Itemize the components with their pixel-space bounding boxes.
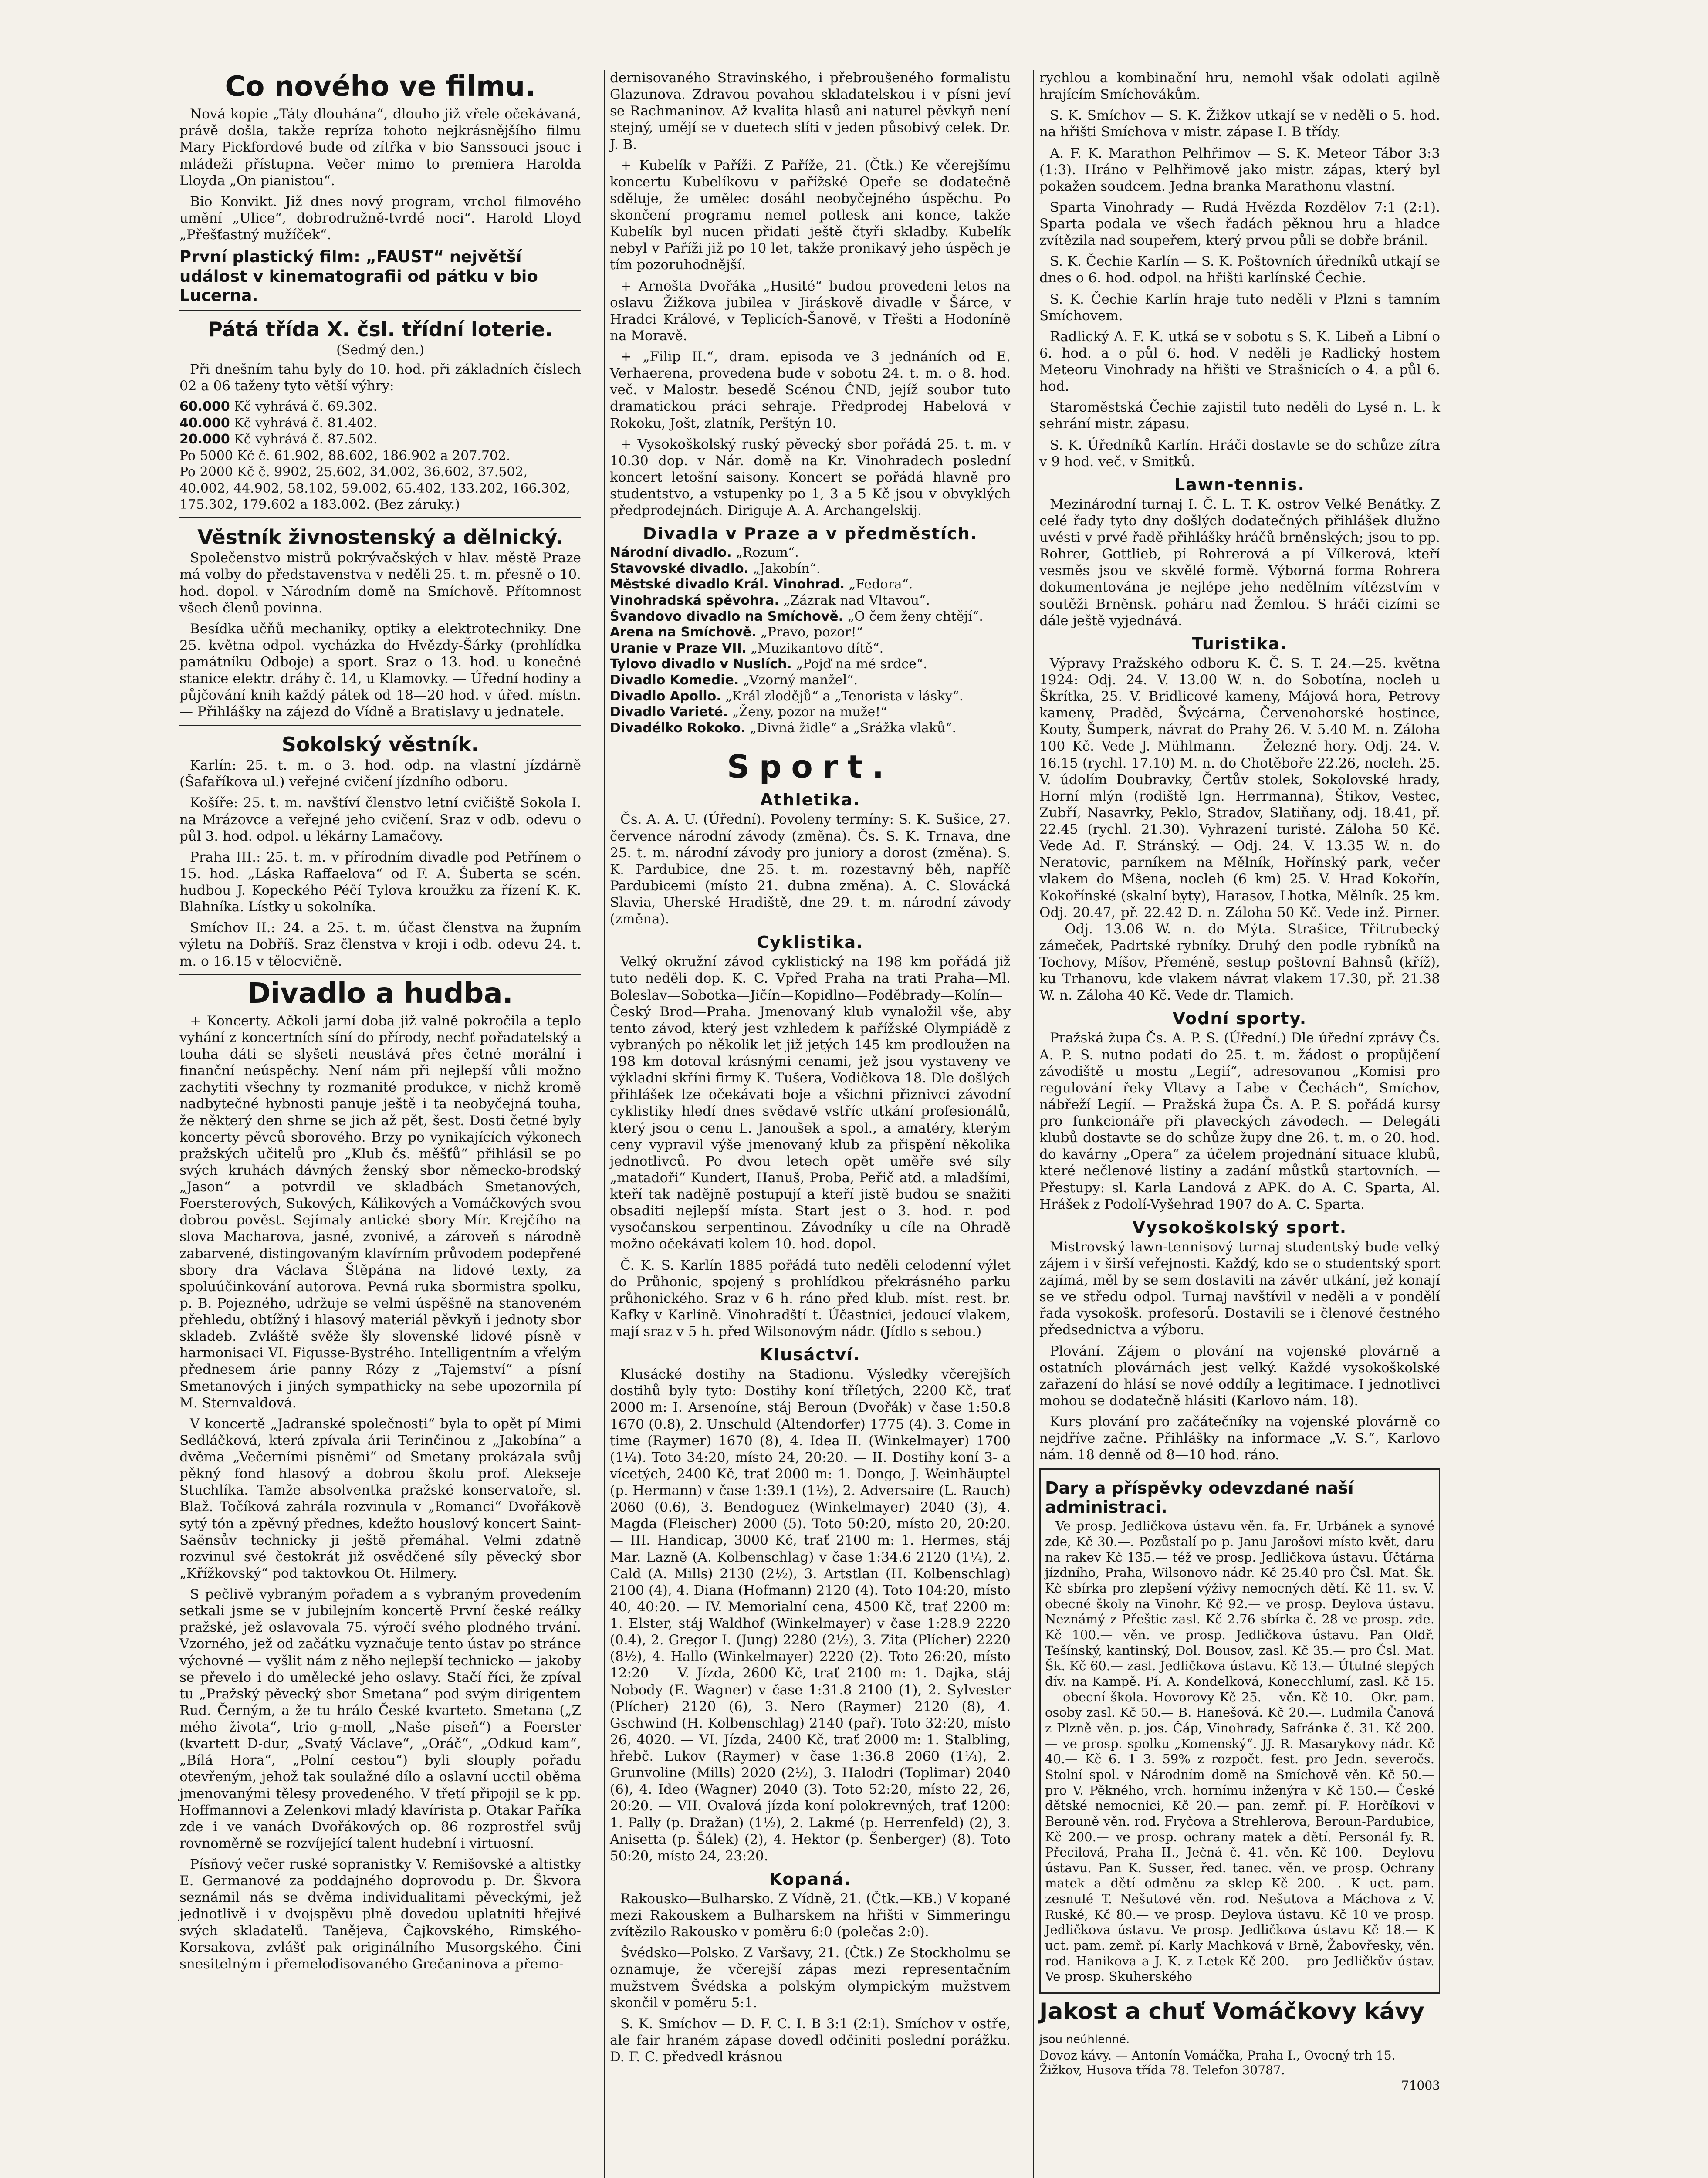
theatre-paragraph: Písňový večer ruské sopranistky V. Remišovské a altistky E. Germanové za poddajného doprovodu p. Dr. Škvora seznámil nás se dvěma individualitami pěveckými, jež jednotlivě i v dvojspěvu plně dovedou uplatniti hřejivé svých skladatelů. Tanějeva, Čajkovského, Rimského-Korsakova, zvlášť pak originálního Musorgského. Čini snesitelným i přemelodisovaného Grečaninova a přemo- <box>179 1857 581 1972</box>
theatre-paragraph: + Koncerty. Ačkoli jarní doba již valně pokročila a teplo vyhání z koncertních síní do přírody, nechť pořadatelský a touha dáti se slyšeti neustává přes četné morální i finanční neúspěchy. Není nám při nejlepší vůli možno zachytiti všechny ty rozmanité produkce, v nichž kromě nadbytečné hybnosti panuje ještě i ta neobyčejná touha, že některý den shrne se jich až pět, šest. Dosti četné byly koncerty pěvců sborového. Brzy po vynikajících výkonech pražských učitelů pro „Klub čs. měšťů“ přihlásil se po svých kruhách dávných ženský sbor německo-brodský „Jason“ a potvrdil ve skladbách Smetanových, Foersterových, Sukových, Kálikových a Vomáčkových svou dobrou pověst. Sejímaly antické sbory Mír. Krejčího na slova Macharova, jasné, zvonivé, a zároveň s národně zabarvené, distingovaným klavírním průvodem podepřené sbory dra Václava Štěpána na lidové texty, za spoluúčinkování autorova. Pevná ruka sbormistra spolku, p. B. Pojezného, udržuje se velmi úspěšně na stanoveném přehledu, obtížný i hlasový materiál pěvkyň i jednoty sbor skladeb. Zvláště svěže šly slovenské lidové písně v harmonisaci VI. Figusse-Bystrého. Intelligentním a vřelým přednesem árie panny Rózy z „Tajemství“ a písní Smetanových i jiných sympathicky na sebe upozornila pí M. Sternvaldová. <box>179 1013 581 1411</box>
theatre-item: Divadlo Apollo. „Král zlodějů“ a „Tenorista v lásky“. <box>610 688 964 704</box>
film-paragraph: Bio Konvikt. Již dnes nový program, vrchol filmového umění „Ulice“, dobrodružně-tvrdé noci“. Harold Lloyd „Přešťastný mužíček“. <box>179 193 581 243</box>
film-section-title: Co nového ve filmu. <box>225 71 536 103</box>
sport-section-title: Sport. <box>727 748 894 785</box>
football-paragraph: S. K. Úředníků Karlín. Hráči dostavte se do schůze zítra v 9 hod. več. v Smitků. <box>1039 437 1440 470</box>
dvorak-paragraph: + Arnošta Dvořáka „Husité“ budou provedeni letos na oslavu Žižkova jubilea v Jiráskově divadle v Šárce, v Hradci Králové, v Teplicích-Šanově, v Třešti a Hodoníně na Moravě. <box>610 278 1011 344</box>
newspaper-page <box>174 70 1446 2178</box>
coffee-ad-code: 71003 <box>1401 2078 1440 2093</box>
theatre-music-title: Divadlo a hudba. <box>247 977 513 1010</box>
trade-paragraph: Společenstvo mistrů pokrývačských v hlav. městě Praze má volby do představenstva v neděli 25. t. m. přesně o 10. hod. dopol. v Národním domě na Smíchově. Přítomnost všech členů povinna. <box>179 550 581 616</box>
tennis-paragraph: Mezinárodní turnaj I. Č. L. T. K. ostrov Velké Benátky. Z celé řady tyto dny došlých dodatečných přihlášek dlužno uvésti v prvé řadě přihlášky hráčů brněnských; jsou to pp. Rohrer, Gottlieb, pí Rohrerová a pí Vílkerová, kteří vesměs jsou ve skvělé formě. Výborná forma Rohrera dokumentována je nejlépe jeho nedělním vítězstvím v soutěži Brněnsk. poháru nad Žemlou. S hráči cizími se dále ještě vyjednává. <box>1039 496 1440 629</box>
trotting-heading: Klusáctví. <box>760 1345 861 1365</box>
theatre-paragraph: S pečlivě vybraným pořadem a s vybraným provedením setkali jsme se v jubilejním koncertě První české reálky pražské, jež oslavovala 75. výročí svého plodného trvání. Vzorného, jež od začátku vyznačuje tento ústav po stránce výchovné — vyšlit nám z něho nejlepší technicko — jakoby se převelo i do umělecké jeho oslavy. Stačí říci, že zpíval tu „Pražský pěvecký sbor Smetana“ pod svým dirigentem Rud. Černým, a že tu hrálo České kvarteto. Smetana („Z mého života“, trio g-moll, „Naše píseň“) a Foerster (kvartett D-dur, „Svatý Václave“, „Oráč“, „Odkud kam“, „Bílá Hora“, „Polní cestou“) byli slouply pořadu otevřeným, jehož tak soulažné dílo a oslavní ucctil oběma jmenovanými tělesy provedeného. V třetí připojil se k pp. Hoffmannovi a Zelenkovi mladý klavírista p. Otakar Paříka zde i ve vanách Dvořákových op. 86 rozprostřel svůj rovnoměrně se rozvíjející talent hudební i virtuosní. <box>179 1586 581 1851</box>
athletics-heading: Athletika. <box>760 790 860 810</box>
sokol-paragraph: Praha III.: 25. t. m. v přírodním divadle pod Petřínem o 15. hod. „Láska Raffaelova“ od F. A. Šuberta se scén. hudbou J. Kopeckého Péčí Tylova kroužku za řízení K. K. Blahníka. Lístky u sokolníka. <box>179 849 581 915</box>
tourism-paragraph: Výpravy Pražského odboru K. Č. S. T. 24.—25. května 1924: Odj. 24. V. 13.00 W. n. do Sobotína, nocleh u Škrítka, 25. V. Bridlicové kameny, Májová hora, Petrovy kameny, Praděd, Švýcárna, Červenohorské hostince, Kouty, Šumperk, návrat do Prahy 26. V. 5.40 M. n. Záloha 100 Kč. Vede J. Mühlmann. — Železné hory. Odj. 24. V. 16.15 (rychl. 17.10) M. n. do Chotěboře 22.26, nocleh. 25. V. údolím Doubravky, Čertův stolek, Sokolovské hrady, Horní mlýn (rodiště Ign. Herrmanna), Štikov, Vestec, Zubří, Nasavrky, Peklo, Stradov, Slatiňany, odj. 18.41, př. 22.45 (rychl. 21.30). Vyhrazení turisté. Záloha 50 Kč. Vede Ad. F. Stránský. — Odj. 24. V. 13.35 W. n. do Neratovic, parníkem na Mělník, Hořínský park, večer vlakem do Mšena, nocleh (6 km) 25. V. Hrad Kokořín, Kokořínské (skalní byty), Harasov, Lhotka, Mělník. 25 km. Odj. 20.47, př. 22.42 D. n. Záloha 50 Kč. Vede inž. Pirner. — Odj. 13.06 W. n. do Mýta. Strašice, Třitrubecký zámeček, Padrtské rybníky. Druhý den podle rybníků na Tochovy, Míšov, Přeméně, sestup poštovní Bahnsů (kříž), ku Trhanovu, kde vlakem návrat vlakem 17.30, př. 21.38 W. n. Záloha 40 Kč. Vede dr. Tlamich. <box>1039 655 1440 1004</box>
filip-paragraph: + „Filip II.“, dram. episoda ve 3 jednáních od E. Verhaerena, provedena bude v sobotu 24. t. m. o 8. hod. več. v Malostr. besedě Scénou ČND, jejíž soubor tuto dramatickou práci sehraje. Předprodej Habelová v Rokoku, Jošt, zlatník, Perštýn 10. <box>610 349 1011 431</box>
prize-item: Po 2000 Kč č. 9902, 25.602, 34.002, 36.602, 37.502, 40.002, 44.902, 58.102, 59.002, 65.402, 133.202, 166.302, 175.302, 179.602 a 183.002. (Bez záruky.) <box>179 464 570 513</box>
lottery-subtitle: (Sedmý den.) <box>336 342 424 358</box>
theatres-list <box>610 545 1011 736</box>
football-continuation: rychlou a kombinační hru, nemohl však odolati agilně hrajícím Smíchovákům. <box>1039 70 1440 103</box>
theatres-heading: Divadla v Praze a v předměstích. <box>643 524 978 544</box>
sokol-paragraph: Košíře: 25. t. m. navštíví členstvo letní cvičiště Sokola I. na Mrázovce a veřejné jeho cvičení. Sraz v odb. odevu o půl 3. hod. odpol. u lékárny Lamačovy. <box>179 795 581 844</box>
football-paragraph: Rakousko—Bulharsko. Z Vídně, 21. (Čtk.—KB.) V kopané mezi Rakouskem a Bulharskem na hřišti v Simmeringu zvítězilo Rakousko v poměru 6:0 (polečas 2:0). <box>610 1891 1011 1940</box>
university-sport-paragraph: Kurs plování pro začátečníky na vojenské plovárně co nejdříve začne. Přihlášky na informace „V. S.“, Karlovo nám. 18 denně od 8—10 hod. ráno. <box>1039 1414 1440 1463</box>
sokol-paragraph: Smíchov II.: 24. a 25. t. m. účast členstva na župním výletu na Dobříš. Sraz členstva v kroji i odb. odevu 24. t. m. o 16.15 v tělocvičně. <box>179 920 581 969</box>
faust-ad: První plastický film: „FAUST“ největší událost v kinematografii od pátku v bio Lucerna. <box>179 247 538 305</box>
trade-title: Věstník živnostenský a dělnický. <box>197 525 563 549</box>
water-sports-paragraph: Pražská župa Čs. A. P. S. (Úřední.) Dle úřední zprávy Čs. A. P. S. nutno podati do 25. t. m. žádost o propůjčení závodiště u mostu „Legií“, adresovanou „Komisi pro regulování řeky Vltavy a Labe v Čechách“, Smíchov, nábřeží Legií. — Pražská župa Čs. A. P. S. pořádá kursy pro funkcionáře při plaveckých závodech. — Delegáti klubů dostavte se do schůze župy dne 26. t. m. o 20. hod. do kavárny „Opera“ za účelem projednání situace klubů, které nečlenové listiny a zadání můstků startovních. — Přestupy: sl. Karla Landová z APK. do A. C. Sparta, Al. Hrášek z Podolí-Vyšehrad 1907 do A. C. Sparta. <box>1039 1030 1440 1212</box>
prize-item: 20.000 Kč vyhrává č. 87.502. <box>179 432 378 447</box>
football-paragraph: Staroměstská Čechie zajistil tuto neděli do Lysé n. L. k sehrání mistr. zápasu. <box>1039 399 1440 432</box>
football-paragraph: S. K. Čechie Karlín — S. K. Poštovních úředníků utkají se dnes o 6. hod. odpol. na hřišti karlínské Čechie. <box>1039 254 1440 286</box>
gifts-paragraph: Ve prosp. Jedličkova ústavu věn. fa. Fr. Urbánek a synové zde, Kč 30.—. Pozůstalí po p. Janu Jarošovi místo květ, daru na rakev Kč 135.— též ve prosp. Jedličkova ústavu. Účtárna jízdního, Praha, Wilsonovo nádr. Kč 25.40 pro Čsl. Mat. Šk. Kč sbírka pro zlepšení výživy nemocných dětí. Kč 11. sv. V. obecné školy na Vinohr. Kč 92.— ve prosp. Deylova ústavu. Neznámý z Přeštic zasl. Kč 2.76 sbírka č. 28 ve prosp. zde. Kč 100.— věn. ve prosp. Jedličkova ústavu. Pan Oldř. Tešínský, kantinský, Dol. Bousov, zasl. Kč 35.— pro Čsl. Mat. Šk. Kč 60.— zasl. Jedličkova ústavu. Kč 13.— Útulné slepých dív. na Kampě. Pí. A. Kondelková, Konecchlumí, zasl. Kč 15.— obecní škola. Hovorovy Kč 25.— věn. Kč 10.— Okr. pam. osoby zasl. Kč 50.— B. Hanešová. Kč 20.—. Ludmila Čanová z Plzně věn. p. jos. Čáp, Vinohrady, Safránka č. 31. Kč 200.— ve prosp. spolku „Komenský“. JJ. R. Masarykovy nádr. Kč 40.— Kč 6. 1 3. 59% z rozpočt. fest. pro Jedn. severočs. Stolní spol. v Národním domě na Smíchově věn. Kč 50.— pro V. Pěkného, vrch. hornímu inženýra v Kč 150.— České dětské nemocnici, Kč 20.— pan. zemř. pí. F. Horčíkovi v Berouně věn. rod. Fryčova a Strehlerova, Beroun-Pardubice, Kč 200.— ve prosp. ochrany matek a dětí. Personál fy. R. Přecilová, Praha II., Ječná č. 41. věn. Kč 100.— Deylovu ústavu. Pan K. Susser, řed. tanec. věn. ve prosp. Ochrany matek a dětí odměnu za sklep Kč 200.—. K uct. pam. zesnulé T. Nešutové věn. rod. Nešutova a Máchova z V. Ruské, Kč 80.— ve prosp. Deylova ústavu. Kč 10 ve prosp. Jedličkova ústavu. Ve prosp. Jedličkova ústavu Kč 18.— K uct. pam. zemř. pí. Karly Machková v Brně, Žabovřesky, věn. rod. Hanikova a J. K. z Letek Kč 200.— pro Jedličkův ústav. Ve prosp. Skuherského <box>1045 1519 1434 1984</box>
coffee-ad-address: Dovoz kávy. — Antonín Vomáčka, Praha I., Ovocný trh 15. Žižkov, Husova třída 78. Telefon 30787. <box>1039 2048 1396 2077</box>
theatre-item: Městské divadlo Král. Vinohrad. „Fedora“. <box>610 577 913 592</box>
column-2 <box>604 70 1016 2178</box>
choir-paragraph: + Vysokoškolský ruský pěvecký sbor pořádá 25. t. m. v 10.30 dop. v Nár. domě na Kr. Vinohradech poslední koncert letošní saisony. Koncert se pořádá hlavně pro studentstvo, a vstupenky po 1, 3 a 5 Kč jsou v obvyklých předprodejnách. Diriguje A. A. Archangelskij. <box>610 436 1011 519</box>
divider <box>179 974 581 975</box>
divider <box>179 310 581 311</box>
theatre-item: Divadélko Rokoko. „Divná židle“ a „Srážka vlaků“. <box>610 720 957 736</box>
lottery-prizes <box>179 399 581 513</box>
sokol-title: Sokolský věstník. <box>281 732 479 756</box>
theatre-item: Arena na Smíchově. „Pravo, pozor!“ <box>610 625 863 640</box>
football-heading: Kopaná. <box>769 1869 852 1889</box>
water-sports-heading: Vodní sporty. <box>1172 1009 1307 1028</box>
divider <box>179 517 581 518</box>
football-paragraph: S. K. Smíchov — S. K. Žižkov utkají se v neděli o 5. hod. na hřišti Smíchova v mistr. zápase I. B třídy. <box>1039 108 1440 140</box>
theatre-item: Divadlo Varieté. „Ženy, pozor na muže!“ <box>610 704 887 720</box>
football-paragraph: Sparta Vinohrady — Rudá Hvězda Rozdělov 7:1 (2:1). Sparta podala ve všech řadách pěknou hru a hladce zvítězila nad soupeřem, který prvou půli se dobře bránil. <box>1039 199 1440 249</box>
gifts-heading: Dary a příspěvky odevzdané naší administraci. <box>1045 1478 1354 1517</box>
theatre-paragraph: V koncertě „Jadranské společnosti“ byla to opět pí Mimi Sedláčková, která zpívala árii Terinčinou z „Jakobína“ a dvěma „Večerními písněmi“ od Smetany prokázala svůj pěkný fond hlasový a dobrou školu prof. Alekseje Stuchlíka. Tamže absolventka pražské konservatoře, sl. Blaž. Točíková zahrála rozvinula v „Romanci“ Dvořákově sytý tón a zpěvný přednes, kdežto houslový koncert Saint-Saënsův technicky ji ještě přemáhal. Velmi zdatně rozvinul své čestokrát již osvědčené síly pěvecký sbor „Křížkovský“ pod taktovkou Ot. Hilmery. <box>179 1416 581 1581</box>
article-continuation: dernisovaného Stravinského, i přebroušeného formalistu Glazunova. Zdravou povahou skladatelskou i v písni jeví se Rachmaninov. Až kvalita hlasů ani naturel pěvkyň není stejný, umějí se v duetech slíti v jeden působivý celek. Dr. J. B. <box>610 70 1011 152</box>
football-paragraph: Švédsko—Polsko. Z Varšavy, 21. (Čtk.) Ze Stockholmu se oznamuje, že včerejší zápas mezi representačním mužstvem Švédska a polským olympickým mužstvem skončil v poměru 5:1. <box>610 1945 1011 2011</box>
divider <box>179 725 581 726</box>
trotting-paragraph: Klusácké dostihy na Stadionu. Výsledky včerejších dostihů byly tyto: Dostihy koní tříletých, 2200 Kč, trať 2000 m: I. Arsenoíne, stáj Beroun (Dvořák) v čase 1:50.8 1670 (0.8), 2. Unschuld (Altendorfer) 1775 (4). 3. Come in time (Raymer) 1670 (8), 4. Idea II. (Winkelmayer) 1700 (1¼). Toto 34:20, místo 24, 20:20. — II. Dostihy koní 3- a vícetých, 2400 Kč, trať 2000 m: 1. Dongo, J. Weinhäuptel (p. Hermann) v čase 1:39.1 (1½), 2. Adversaire (L. Rauch) 2060 (0.6), 3. Bendoguez (Winkelmayer) 2040 (3), 4. Magda (Fleischer) 2000 (5). Toto 50:20, místo 20, 20:20. — III. Handicap, 3000 Kč, trať 2100 m: 1. Hermes, stáj Mar. Lazně (A. Kolbenschlag) v čase 1:34.6 2120 (1¼), 2. Cald (A. Mills) 2130 (2½), 3. Artstlan (H. Kolbenschlag) 2100 (4), 4. Diana (Hofmann) 2120 (4). Toto 104:20, místo 40, 40:20. — IV. Memorialní cena, 4500 Kč, trať 2200 m: 1. Elster, stáj Waldhof (Winkelmayer) v čase 1:28.9 2220 (0.4), 2. Gregor I. (Jung) 2280 (2½), 3. Zita (Plícher) 2220 (8½), 4. Hallo (Winkelmayer) 2220 (2). Toto 26:20, místo 12:20 — V. Jízda, 2600 Kč, trať 2100 m: 1. Dajka, stáj Nobody (E. Wagner) v čase 1:31.8 2100 (1), 2. Sylvester (Plícher) 2120 (6), 3. Nero (Raymer) 2120 (8), 4. Gschwind (H. Kolbenschlag) 2140 (pař). Toto 32:20, místo 26, 4020. — VI. Jízda, 2400 Kč, trať 2000 m: 1. Stalbling, hřebč. Lukov (Raymer) v čase 1:36.8 2060 (1¼), 2. Grunvoline (Mills) 2020 (2½), 3. Halodri (Toplimar) 2040 (6), 4. Ideo (Wagner) 2040 (3). Toto 52:20, místo 22, 26, 20:20. — VII. Ovalová jízda koní polokrevných, trať 1200: 1. Pally (p. Dražan) (1½), 2. Lakmé (p. Herrenfeld) (2), 3. Anisetta (p. Šálek) (2), 4. Hektor (p. Šenberger) (8). Toto 50:20, místo 24, 23:20. <box>610 1366 1011 1864</box>
theatre-item: Vinohradská spěvohra. „Zázrak nad Vltavou“. <box>610 593 930 609</box>
lottery-intro: Při dnešním tahu byly do 10. hod. při základních číslech 02 a 06 taženy tyto větší výhry: <box>179 361 581 394</box>
football-paragraph: Radlický A. F. K. utká se v sobotu s S. K. Libeň a Libní o 6. hod. a o půl 6. hod. V neděli je Radlický hostem Meteoru Vinohrady na hřišti ve Strašnicích o 4. a půl 6. hod. <box>1039 328 1440 395</box>
kubelik-paragraph: + Kubelík v Paříži. Z Paříže, 21. (Čtk.) Ke včerejšímu koncertu Kubelíkovu v pařížské Opeře se dodatečně sděluje, že umělec dosáhl neobyčejného úspěchu. Po skončení programu nemel potlesk ani konce, takže Kubelík byl nucen přidati ještě čtyři skladby. Kubelík nebyl v Paříži již po 10 let, takže pronikavý jeho úspěch je tím pozoruhodnější. <box>610 157 1011 273</box>
theatre-item: Stavovské divadlo. „Jakobín“. <box>610 561 821 576</box>
theatre-item: Divadlo Komedie. „Vzorný manžel“. <box>610 673 858 688</box>
tourism-heading: Turistika. <box>1192 634 1288 653</box>
university-sport-paragraph: Mistrovský lawn-tennisový turnaj studentský bude velký zájem i v širší veřejnosti. Každý, kdo se o studentský sport zajímá, měl by se sem dostaviti na závěr utkání, jež konají se ve středu odpol. Turnaj navštívil v neděli a v pondělí řada vysokošk. profesorů. Dostavili se i členové čestného předsednictva a výboru. <box>1039 1239 1440 1338</box>
film-paragraph: Nová kopie „Táty dlouhána“, dlouho již vřele očekávaná, právě došla, takže repríza tohoto nejkrásnějšího filmu Mary Pickfordové bude od zítřka v bio Sanssouci jsouc i mládeži přístupna. Večer mimo to premiera Harolda Lloyda „On pianistou“. <box>179 106 581 189</box>
tennis-heading: Lawn-tennis. <box>1174 475 1305 494</box>
theatre-item: Uranie v Praze VII. „Muzikantovo dítě“. <box>610 640 884 656</box>
coffee-ad-title: Jakost a chuť Vomáčkovy kávy jsou neúhlenné. <box>1039 1999 1424 2046</box>
university-sport-paragraph: Plování. Zájem o plování na vojenské plovárně a ostatních plovárnách jest velký. Každé vysokoškolské zařazení do hlásí se nové oddíly a legitimace. I jednotlivci mohou se dodatečně hlásiti (Karlovo nám. 18). <box>1039 1343 1440 1409</box>
gifts-box <box>1039 1468 1440 1994</box>
theatre-item: Švandovo divadlo na Smíchově. „O čem ženy chtějí“. <box>610 609 983 624</box>
lottery-title: Pátá třída X. čsl. třídní loterie. <box>208 318 553 342</box>
trade-paragraph: Besídka učňů mechaniky, optiky a elektrotechniky. Dne 25. května odpol. vycházka do Hvězdy-Šárky (prohlídka památníku Odboje) a sport. Sraz o 13. hod. u konečné stanice elektr. dráhy č. 14, u Klamovky. — Úřední hodiny a půjčování knih každý pátek od 18—20 hod. v úřed. místn. — Přihlášky na zájezd do Vídně a Bratislavy u jednatele. <box>179 621 581 720</box>
theatre-item: Národní divadlo. „Rozum“. <box>610 545 799 561</box>
cycling-paragraph: Č. K. S. Karlín 1885 pořádá tuto neděli celodenní výlet do Průhonic, spojený s prohlídkou překrásného parku průhonického. Sraz v 6 h. ráno před klub. míst. rest. br. Kafky v Karlíně. Vinohradští t. Účastníci, jedoucí vlakem, mají sraz v 5 h. před Wilsonovým nádr. (Jídlo s sebou.) <box>610 1257 1011 1339</box>
column-1 <box>174 70 586 2178</box>
prize-item: Po 5000 Kč č. 61.902, 88.602, 186.902 a 207.702. <box>179 448 511 463</box>
university-sport-heading: Vysokoškolský sport. <box>1132 1218 1347 1237</box>
cycling-paragraph: Velký okružní závod cyklistický na 198 km pořádá již tuto neděli dop. K. C. Vpřed Praha na trati Praha—Ml. Boleslav—Sobotka—Jičín—Kopidlno—Poděbrady—Kolín—Český Brod—Praha. Jmenovaný klub vynaložil vše, aby tento závod, který jest vzhledem k pařížské Olympiádě z vybraných po několik let již jetých 145 km prodloužen na 198 km dotoval krásnými cenami, jež jsou vystaveny ve výkladní skříni firmy K. Tušera, Vodičkova 18. Dle došlých přihlášek lze očekávati boje a všichni přiznivci závodní cyklistiky hledí dnes svědavě vstříc utkání profesionálů, který jsou o cenu L. Janoušek a spol., a amatéry, kterým ceny vypravil výše jmenovaný klub za přispění několika jednotlivců. Po dvou letech opět uměře své síly „matadoři“ Kundert, Hanuš, Proba, Peřič atd. a mladšími, kteří tak nadějně postupují a kteří jistě budou se snažiti obsaditi nejlepší místa. Start jest o 3. hod. r. pod vysočanskou serpentinou. Závodníky u cíle na Ohradě možno očekávati kolem 10. hod. dopol. <box>610 954 1011 1252</box>
sokol-paragraph: Karlín: 25. t. m. o 3. hod. odp. na vlastní jízdárně (Šafaříkova ul.) veřejné cvičení jízdního odboru. <box>179 758 581 790</box>
football-paragraph: S. K. Smíchov — D. F. C. I. B 3:1 (2:1). Smíchov v ostře, ale fair hraném zápase dovedl odčiniti poslední porážku. D. F. C. předvedl krásnou <box>610 2016 1011 2065</box>
football-paragraph: S. K. Čechie Karlín hraje tuto neděli v Plzni s tamním Smíchovem. <box>1039 291 1440 324</box>
prize-item: 40.000 Kč vyhrává č. 81.402. <box>179 415 378 431</box>
theatre-item: Tylovo divadlo v Nuslích. „Pojď na mé srdce“. <box>610 656 927 672</box>
athletics-paragraph: Čs. A. A. U. (Úřední). Povoleny termíny: S. K. Sušice, 27. července národní závody (změna). Čs. S. K. Trnava, dne 25. t. m. národní závody pro juniory a dorost (změna). S. K. Pardubice, dne 25. t. m. rozestavný běh, napříč Pardubicemi (místo 21. dubna změna). A. C. Slovácká Slavia, Uherské Hradiště, dne 29. t. m. národní závody (změna). <box>610 812 1011 927</box>
football-paragraph: A. F. K. Marathon Pelhřimov — S. K. Meteor Tábor 3:3 (1:3). Hráno v Pelhřimově jako mistr. zápas, který byl pokažen soudcem. Jedna branka Marathonu vlastní. <box>1039 145 1440 194</box>
coffee-ad-tagline: jsou neúhlenné. <box>1039 2033 1130 2046</box>
column-3 <box>1033 70 1445 2178</box>
cycling-heading: Cyklistika. <box>757 933 864 952</box>
prize-item: 60.000 Kč vyhrává č. 69.302. <box>179 399 378 415</box>
